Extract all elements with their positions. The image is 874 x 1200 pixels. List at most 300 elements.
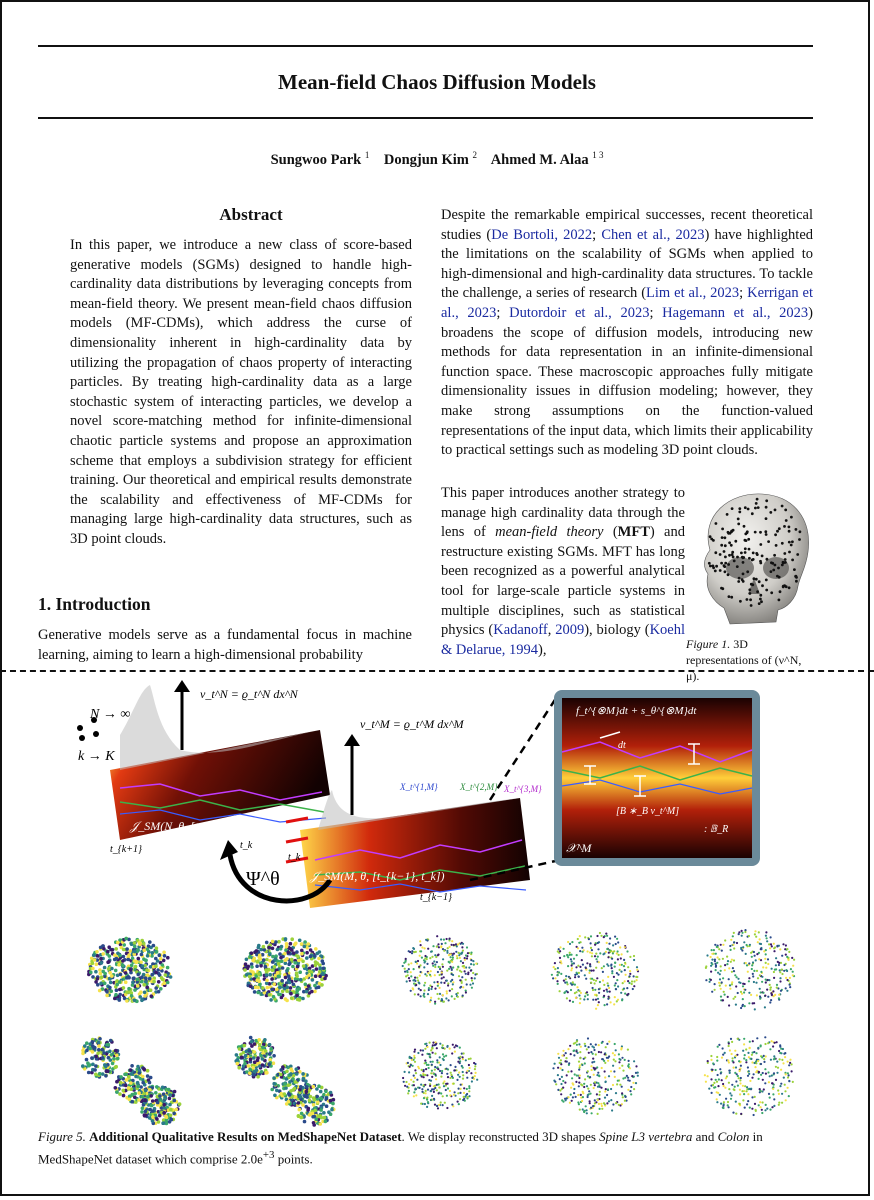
shape-point [621, 1065, 623, 1067]
shape-point [127, 987, 131, 991]
point-cloud-dot [799, 530, 802, 533]
shape-point [592, 989, 594, 991]
shape-point [462, 962, 464, 964]
shape-point [575, 966, 577, 968]
shape-point [468, 1087, 470, 1089]
shape-point [614, 996, 616, 998]
shape-point [603, 952, 605, 954]
shape-point [465, 954, 467, 956]
citation-link[interactable]: De Bortoli, 2022 [491, 226, 593, 243]
shape-point [731, 1053, 733, 1055]
shape-point [724, 964, 726, 966]
shape-point [459, 1076, 461, 1078]
shape-point [719, 985, 721, 987]
shape-point [432, 965, 434, 967]
shape-point [454, 1069, 456, 1071]
shape-point [91, 1063, 95, 1067]
shape-point [424, 961, 426, 963]
shape-point [760, 971, 762, 973]
shape-point [422, 1049, 424, 1051]
point-cloud-dot [724, 544, 727, 547]
shape-point [721, 1057, 723, 1059]
shape-point [287, 1100, 291, 1104]
shape-point [458, 1103, 460, 1105]
shape-point [466, 983, 468, 985]
shape-point [781, 973, 783, 975]
shape-point [625, 974, 627, 976]
shape-point [169, 1108, 173, 1112]
shape-point [769, 947, 771, 949]
shape-point [613, 1003, 615, 1005]
shape-point [247, 1064, 251, 1068]
shape-point [440, 1101, 442, 1103]
shape-point [766, 1108, 768, 1110]
shape-point [722, 1105, 724, 1107]
shape-point [280, 979, 284, 983]
shape-point [629, 970, 631, 972]
shape-point [260, 1070, 264, 1074]
particle-dot [93, 731, 99, 737]
shape-point [555, 1083, 557, 1085]
shape-point [404, 1085, 406, 1087]
shape-point [413, 1084, 415, 1086]
shape-point [614, 966, 616, 968]
shape-point [475, 963, 477, 965]
shape-point [256, 960, 260, 964]
shape-point [118, 1092, 122, 1096]
shape-point [769, 1097, 771, 1099]
shape-point [624, 1096, 626, 1098]
shape-point [463, 1052, 465, 1054]
point-cloud-dot [759, 560, 762, 563]
shape-point [727, 1104, 729, 1106]
shape-point [438, 1104, 440, 1106]
shape-point [612, 1065, 614, 1067]
shape-point [780, 1069, 782, 1071]
shape-point [434, 1085, 436, 1087]
shape-point [737, 1085, 739, 1087]
shape-point [142, 1092, 146, 1096]
shape-point [115, 957, 119, 961]
shape-point [788, 1095, 790, 1097]
citation-link[interactable]: Dutordoir et al., 2023 [509, 304, 650, 321]
shape-point [455, 943, 457, 945]
shape-point [778, 1102, 780, 1104]
shape-point [745, 962, 747, 964]
shape-point [440, 945, 442, 947]
shape-point [152, 944, 156, 948]
shape-point [286, 986, 290, 990]
shape-point [447, 984, 449, 986]
shape-point [722, 1047, 724, 1049]
shape-point [413, 1081, 415, 1083]
shape-point [734, 996, 736, 998]
shape-point [739, 1070, 741, 1072]
shape-point [262, 945, 266, 949]
shape-point [420, 995, 422, 997]
shape-point [579, 966, 581, 968]
shape-point [141, 1095, 145, 1099]
shape-point [417, 993, 419, 995]
dashed-separator [0, 670, 874, 672]
shape-point [704, 1074, 706, 1076]
citation-link[interactable]: 2009 [555, 622, 585, 639]
shape-point [599, 932, 601, 934]
particle-dot [79, 735, 85, 741]
shape-point [295, 1067, 299, 1071]
shape-point [597, 1086, 599, 1088]
shape-point [427, 1089, 429, 1091]
shape-point [248, 975, 252, 979]
shape-point [788, 1080, 790, 1082]
shape-point [141, 1106, 145, 1110]
shape-point [631, 980, 633, 982]
shape-point [98, 989, 102, 993]
shape-point [302, 964, 306, 968]
shape-point [430, 988, 432, 990]
shape-point [714, 983, 716, 985]
top-rule [38, 45, 813, 47]
shape-point [718, 1044, 720, 1046]
shape-point [159, 987, 163, 991]
shape-point [450, 1072, 452, 1074]
density-label-M: ν_t^M = ϱ_t^M dx^M [360, 717, 464, 731]
shape-point [733, 947, 735, 949]
shape-point [784, 1084, 786, 1086]
shape-point [451, 940, 453, 942]
shape-point [556, 980, 558, 982]
shape-point [439, 987, 441, 989]
shape-point [740, 947, 742, 949]
shape-point [617, 1080, 619, 1082]
shape-point [768, 979, 770, 981]
shape-point [457, 1101, 459, 1103]
point-cloud-dot [727, 531, 730, 534]
shape-point [592, 987, 594, 989]
shape-point [777, 961, 779, 963]
shape-point [166, 966, 170, 970]
shape-point [312, 1121, 316, 1125]
citation-link[interactable]: Chen et al., 2023 [601, 226, 705, 243]
shape-point [772, 990, 774, 992]
shape-point [749, 1058, 751, 1060]
shape-point [419, 975, 421, 977]
shape-point [309, 948, 313, 952]
shape-point [406, 980, 408, 982]
shape-point [764, 1036, 766, 1038]
shape-point [772, 1093, 774, 1095]
shape-point [776, 984, 778, 986]
shape-point [735, 1101, 737, 1103]
shape-point [583, 1083, 585, 1085]
shape-point [431, 986, 433, 988]
shape-point [579, 1002, 581, 1004]
shape-point [611, 1109, 613, 1111]
shape-point [771, 945, 773, 947]
shape-point [582, 1096, 584, 1098]
shape-point [295, 950, 299, 954]
shape-point [714, 989, 716, 991]
shape-point [574, 1073, 576, 1075]
shape-point [569, 1102, 571, 1104]
shape-point [437, 1107, 439, 1109]
shape-point [445, 1083, 447, 1085]
shape-point [589, 963, 591, 965]
shape-point [622, 982, 624, 984]
shape-point [264, 965, 268, 969]
shape-point [762, 1072, 764, 1074]
point-cloud-dot [754, 531, 757, 534]
shape-point [597, 1082, 599, 1084]
shape-point [746, 944, 748, 946]
shape-point [472, 972, 474, 974]
shape-point [425, 1092, 427, 1094]
point-cloud-dot [724, 536, 727, 539]
shape-point [167, 1088, 171, 1092]
point-cloud-dot [766, 558, 769, 561]
shape-point [128, 1098, 132, 1102]
shape-point [770, 1059, 772, 1061]
shape-point [582, 951, 584, 953]
shape-point [759, 938, 761, 940]
shape-point [264, 1049, 268, 1053]
shape-point [622, 1096, 624, 1098]
shape-point [590, 970, 592, 972]
shape-point [559, 957, 561, 959]
shape-point [587, 994, 589, 996]
shape-point [409, 1066, 411, 1068]
shape-point [627, 980, 629, 982]
shape-point [253, 990, 257, 994]
shape-point [580, 1046, 582, 1048]
shape-point [572, 1082, 574, 1084]
shape-point [136, 978, 140, 982]
shape-point [455, 951, 457, 953]
citation-link[interactable]: Koehl & Delarue, 1994 [441, 622, 685, 658]
point-cloud-dot [791, 540, 794, 543]
shape-point [452, 981, 454, 983]
point-cloud-dot [772, 569, 775, 572]
shape-point [104, 1074, 108, 1078]
shape-point [611, 972, 613, 974]
shape-point [610, 1001, 612, 1003]
citation-link[interactable]: Kerrigan et al., 2023 [441, 285, 814, 321]
shape-point [421, 1054, 423, 1056]
shape-point [633, 975, 635, 977]
shape-point [446, 1095, 448, 1097]
shape-point [151, 1099, 155, 1103]
shape-point [321, 959, 325, 963]
shape-point [627, 1077, 629, 1079]
shape-point [441, 1070, 443, 1072]
shape-point [591, 1045, 593, 1047]
shape-point [728, 1088, 730, 1090]
shape-point [739, 1089, 741, 1091]
shape-point [595, 1067, 597, 1069]
shape-point [786, 979, 788, 981]
shape-point [305, 956, 309, 960]
shape-point [789, 986, 791, 988]
shape-point [578, 1082, 580, 1084]
shape-point [456, 957, 458, 959]
shape-point [717, 1092, 719, 1094]
shape-point [595, 1053, 597, 1055]
shape-point [719, 1094, 721, 1096]
shape-point [575, 997, 577, 999]
shape-point [473, 1062, 475, 1064]
point-cloud-dot [790, 544, 793, 547]
shape-point [716, 1081, 718, 1083]
shape-point [300, 952, 304, 956]
shape-point [753, 1114, 755, 1116]
point-cloud-dot [788, 526, 791, 529]
shape-point [720, 996, 722, 998]
shape-point [748, 992, 750, 994]
shape-point [727, 996, 729, 998]
shape-point [589, 1100, 591, 1102]
shape-point [754, 1066, 756, 1068]
shape-point [322, 967, 326, 971]
shape-point [629, 956, 631, 958]
shape-point [285, 1070, 289, 1074]
shape-point [330, 1108, 334, 1112]
shape-point [270, 977, 274, 981]
shape-point [98, 968, 102, 972]
shape-point [434, 1066, 436, 1068]
shape-point [627, 1089, 629, 1091]
shape-point [163, 981, 167, 985]
shape-point [115, 983, 119, 987]
shape-point [781, 955, 783, 957]
shape-point [243, 1062, 247, 1066]
shape-point [587, 1070, 589, 1072]
point-cloud-dot [751, 559, 754, 562]
shape-point [118, 988, 122, 992]
shape-point [617, 974, 619, 976]
shape-point [763, 1088, 765, 1090]
shape-point [439, 1056, 441, 1058]
shape-point [781, 969, 783, 971]
shape-point [741, 932, 743, 934]
shape-point [554, 1081, 556, 1083]
shape-point [131, 1093, 135, 1097]
shape-point [626, 1075, 628, 1077]
shape-point [732, 944, 734, 946]
shape-point [588, 938, 590, 940]
shape-point [603, 965, 605, 967]
shape-point [119, 973, 123, 977]
shape-point [582, 1108, 584, 1110]
point-cloud-dot [734, 540, 737, 543]
shape-point [408, 1083, 410, 1085]
caption-text: points. [274, 1151, 313, 1167]
shape-point [251, 1066, 255, 1070]
shape-point [735, 1080, 737, 1082]
shape-point [759, 943, 761, 945]
shape-point [734, 1050, 736, 1052]
point-cloud-dot [757, 506, 760, 509]
shape-point [144, 1110, 148, 1114]
shape-point [581, 1100, 583, 1102]
shape-point [759, 998, 761, 1000]
shape-point [315, 1117, 319, 1121]
shape-point [756, 970, 758, 972]
shape-point [285, 969, 289, 973]
shape-point [558, 1057, 560, 1059]
citation-link[interactable]: Kadanoff [493, 622, 548, 639]
shape-point [436, 961, 438, 963]
shape-point [612, 1103, 614, 1105]
shape-point [737, 1075, 739, 1077]
shape-point [624, 993, 626, 995]
shape-point [138, 995, 142, 999]
shape-point [755, 936, 757, 938]
shape-point [560, 1093, 562, 1095]
shape-point [744, 1005, 746, 1007]
shape-point [443, 939, 445, 941]
shape-point [457, 966, 459, 968]
citation-link[interactable]: Lim et al., 2023 [646, 285, 740, 302]
shape-point [741, 930, 743, 932]
shape-point [140, 999, 144, 1003]
shape-point [323, 977, 327, 981]
shape-point [753, 970, 755, 972]
shape-point [438, 1083, 440, 1085]
shape-point [578, 1061, 580, 1063]
shape-point [169, 1114, 173, 1118]
point-cloud-dot [756, 590, 759, 593]
shape-point [595, 1044, 597, 1046]
shape-point [317, 985, 321, 989]
shape-point [142, 942, 146, 946]
shape-point [142, 983, 146, 987]
shape-point [565, 978, 567, 980]
figure-label: Figure 1. [686, 637, 731, 651]
shape-point [463, 1087, 465, 1089]
shape-point [460, 943, 462, 945]
text-run: ; [496, 304, 510, 321]
shape-point [757, 1047, 759, 1049]
shape-point [105, 994, 109, 998]
shape-point [109, 1058, 113, 1062]
shape-point [559, 946, 561, 948]
shape-point [570, 1094, 572, 1096]
shape-point [408, 963, 410, 965]
shape-point [787, 1087, 789, 1089]
shape-point [106, 950, 110, 954]
shape-point [445, 1055, 447, 1057]
point-cloud-dot [719, 553, 722, 556]
shape-point [281, 990, 285, 994]
point-cloud-dot [728, 595, 731, 598]
shape-point [757, 941, 759, 943]
shape-point [631, 1075, 633, 1077]
shape-point [261, 1057, 265, 1061]
citation-link[interactable]: Hagemann et al., 2023 [662, 304, 809, 321]
shape-point [786, 956, 788, 958]
shape-point [748, 1002, 750, 1004]
shape-point [452, 1077, 454, 1079]
point-cloud-dot [784, 509, 787, 512]
shape-point [743, 1093, 745, 1095]
shape-point [748, 1056, 750, 1058]
shape-point [705, 967, 707, 969]
shape-point [575, 1096, 577, 1098]
shape-point [711, 991, 713, 993]
shape-point [458, 952, 460, 954]
shape-point [557, 950, 559, 952]
shape-point [773, 995, 775, 997]
